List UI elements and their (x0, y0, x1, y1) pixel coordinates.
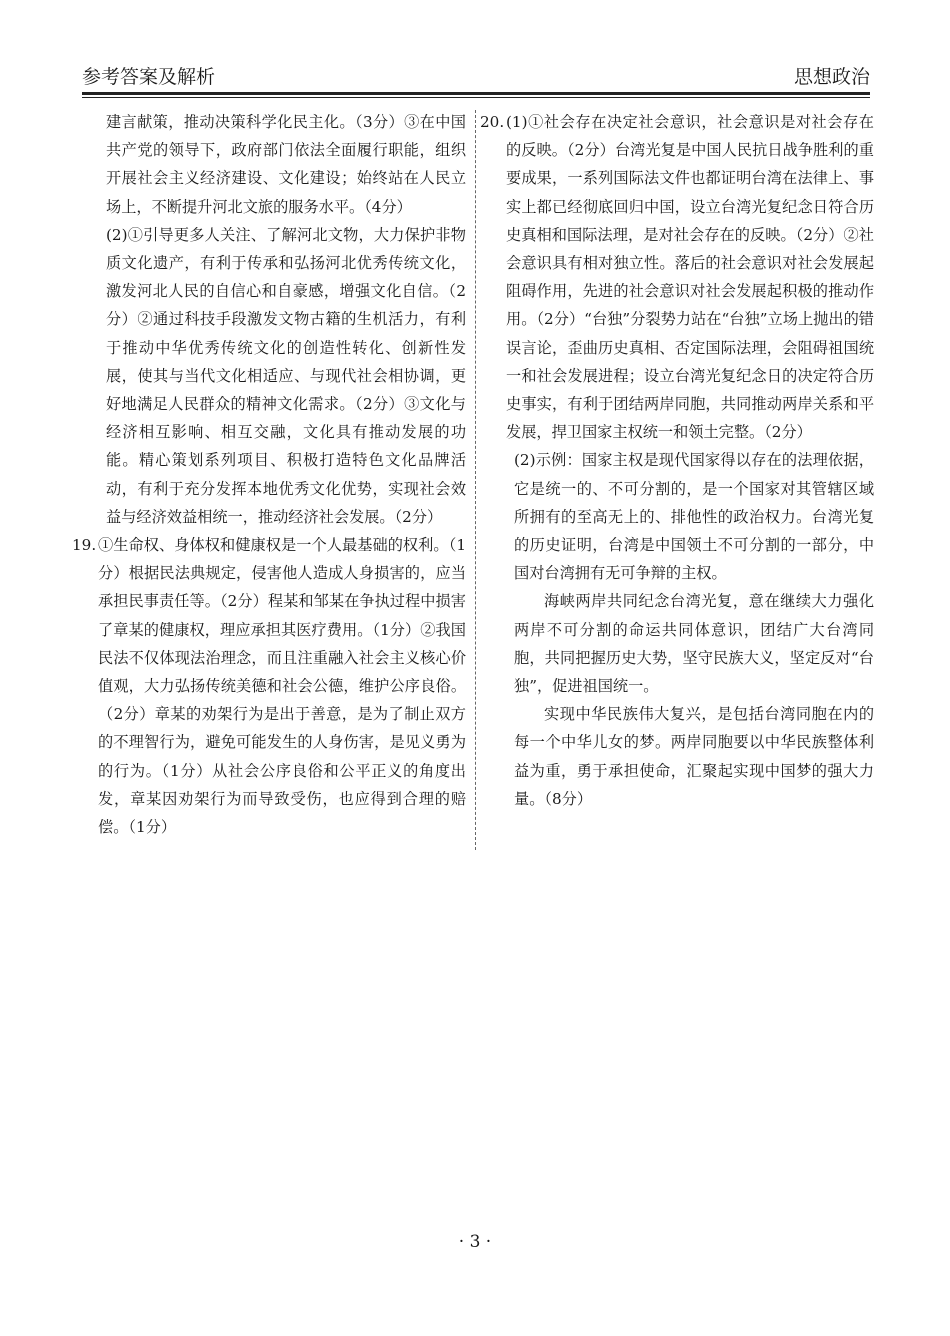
page-header (82, 58, 870, 96)
left-column (72, 108, 466, 841)
answer-paragraph: 海峡两岸共同纪念台湾光复，意在继续大力强化两岸不可分割的命运共同体意识，团结广大台湾同胞，共同把握历史大势，坚守民族大义，坚定反对“台独”，促进祖国统一。 (514, 592, 874, 696)
question-20 (480, 108, 874, 446)
column-divider (475, 110, 476, 850)
question-number: 19. (72, 536, 97, 555)
question-answer-part1: (1)①社会存在决定社会意识，社会意识是对社会存在的反映。（2分）台湾光复是中国人民抗日战争胜利的重要成果，一系列国际法文件也都证明台湾在法律上、事实上都已经彻底回归中国，设立台湾光复纪念日符合历史真相和国际法理，是对社会存在的反映。（2分）②社会意识具有相对独立性。落后的社会意识对社会发展起阻碍作用，先进的社会意识对社会发展起积极的推动作用。（2分）“台独”分裂势力站在“台独”立场上抛出的错误言论，歪曲历史真相、否定国际法理，会阻碍祖国统一和社会发展进程；设立台湾光复纪念日的决定符合历史事实，有利于团结两岸同胞，共同推动两岸关系和平发展，捍卫国家主权统一和领土完整。（2分） (506, 113, 874, 442)
question-answer: ①生命权、身体权和健康权是一个人最基础的权利。（1分）根据民法典规定，侵害他人造成人身损害的，应当承担民事责任等。（2分）程某和邹某在争执过程中损害了章某的健康权，理应承担其医疗费用。（1分）②我国民法不仅体现法治理念，而且注重融入社会主义核心价值观，大力弘扬传统美德和社会公德，维护公序良俗。（2分）章某的劝架行为是出于善意，是为了制止双方的不理智行为，避免可能发生的人身伤害，是见义勇为的行为。（1分）从社会公序良俗和公平正义的角度出发，章某因劝架行为而导致受伤，也应得到合理的赔偿。（1分） (98, 536, 466, 837)
question-answer-part2: (2)示例：国家主权是现代国家得以存在的法理依据，它是统一的、不可分割的，是一个国家对其管辖区域所拥有的至高无上的、排他性的政治权力。台湾光复的历史证明，台湾是中国领土不可分割的一部分，中国对台湾拥有无可争辩的主权。 (514, 451, 874, 583)
page-number: · 3 · (458, 1232, 492, 1252)
header-rule (82, 92, 870, 98)
right-column (480, 108, 874, 813)
header-left-title: 参考答案及解析 (82, 66, 216, 88)
answer-paragraph: 建言献策，推动决策科学化民主化。（3分）③在中国共产党的领导下，政府部门依法全面履行职能，组织开展社会主义经济建设、文化建设；始终站在人民立场上，不断提升河北文旅的服务水平。（4分） (106, 113, 466, 216)
answer-paragraph: (2)①引导更多人关注、了解河北文物，大力保护非物质文化遗产，有利于传承和弘扬河北优秀传统文化，激发河北人民的自信心和自豪感，增强文化自信。（2分）②通过科技手段激发文物古籍的生机活力，有利于推动中华优秀传统文化的创造性转化、创新性发展，使其与当代文化相适应、与现代社会相协调，更好地满足人民群众的精神文化需求。（2分）③文化与经济相互影响、相互交融，文化具有推动发展的功能。精心策划系列项目、积极打造特色文化品牌活动，有利于充分发挥本地优秀文化优势，实现社会效益与经济效益相统一，推动经济社会发展。（2分） (106, 225, 466, 526)
answer-paragraph: 实现中华民族伟大复兴，是包括台湾同胞在内的每一个中华儿女的梦。两岸同胞要以中华民族整体利益为重，勇于承担使命，汇聚起实现中国梦的强大力量。（8分） (514, 705, 874, 808)
question-19 (72, 531, 466, 841)
header-subject-title: 思想政治 (793, 66, 870, 88)
question-number: 20. (480, 113, 505, 131)
